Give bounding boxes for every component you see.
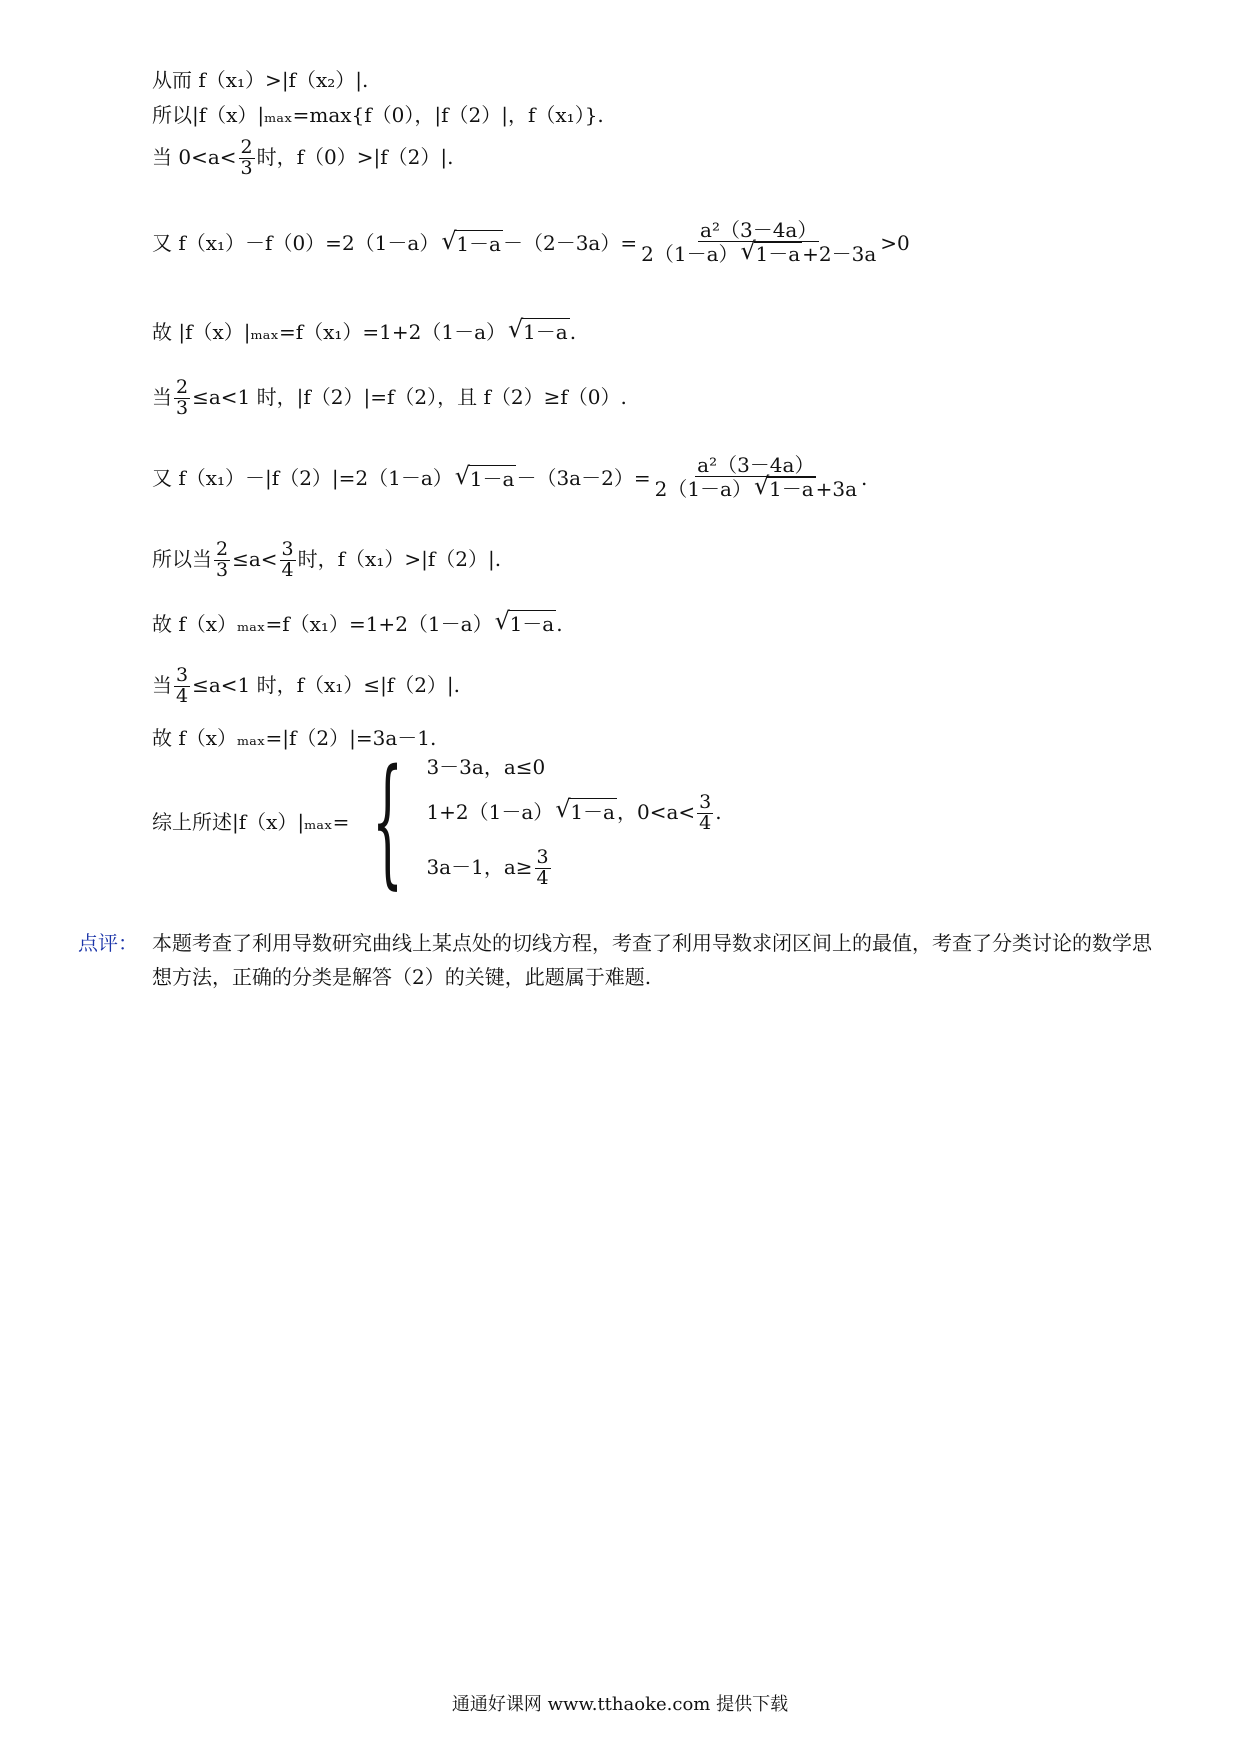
line-4-mid: －（2－3a）= xyxy=(502,230,638,255)
comment-text: 本题考查了利用导数研究曲线上某点处的切线方程，考查了利用导数求闭区间上的最值，考查了分类讨论的数学思想方法，正确的分类是解答（2）的关键，此题属于难题. xyxy=(152,931,1152,989)
sqrt: √ 1－a xyxy=(508,318,570,344)
cases xyxy=(426,755,721,889)
fraction: $\frac{2}{3}$ xyxy=(216,538,229,581)
fraction: $\frac{\text{a²（3－4a）}}{2(1-a)√ 1-a +2-3a}$ xyxy=(639,220,878,265)
line-7: 又 f（x₁）－|f（2）|=2（1－a）√ 1－a －（3a－2）= $\frac{\text{a²（3－4a）}}{2(1-a)√ 1-a +3a}$ . xyxy=(152,455,867,500)
line-3-post: 时，f（0）>|f（2）|. xyxy=(256,144,454,169)
case-3: 3a－1，a≥ $\frac{3}{4}$ xyxy=(426,846,549,889)
line-3-pre: 当 0<a< xyxy=(152,144,237,169)
line-3 xyxy=(152,138,453,179)
sqrt: √ 1－a xyxy=(455,465,517,491)
line-11: 故 f（x）ₘₐₓ=|f（2）|=3a－1. xyxy=(152,726,437,750)
line-1: 从而 f（x₁）>|f（x₂）|. xyxy=(152,68,369,92)
line-2: 所以|f（x）|ₘₐₓ=max{f（0），|f（2）|，f（x₁）}. xyxy=(152,103,604,127)
case-2: 1+2（1－a）√ 1－a ，0<a< $\frac{3}{4}$ . xyxy=(426,793,721,834)
line-4-pre: 又 f（x₁）－f（0）=2（1－a） xyxy=(152,230,440,255)
comment-block xyxy=(78,926,1158,994)
line-8: 所以当 $\frac{2}{3}$ ≤a< $\frac{3}{4}$ 时，f（x₁）>|f（2）|. xyxy=(152,538,502,581)
comment-label: 点评： xyxy=(78,931,138,955)
fraction: $\frac{2}{3}$ xyxy=(176,376,189,419)
summary-label: 综上所述|f（x）|ₘₐₓ= xyxy=(152,810,350,834)
line-5: 故 |f（x）|ₘₐₓ=f（x₁）=1+2（1－a）√ 1－a . xyxy=(152,318,576,344)
line-6: 当 $\frac{2}{3}$ ≤a<1 时，|f（2）|=f（2），且 f（2）≥f（0）. xyxy=(152,376,627,419)
fraction: $\frac{3}{4}$ xyxy=(281,538,294,581)
line-10: 当 $\frac{3}{4}$ ≤a<1 时，f（x₁）≤|f（2）|. xyxy=(152,664,461,707)
sqrt: √ 1－a xyxy=(495,610,557,636)
line-12-piecewise xyxy=(152,740,722,903)
fraction: $\frac{\text{a²（3－4a）}}{2(1-a)√ 1-a +3a}$ xyxy=(653,455,859,500)
line-4-post: >0 xyxy=(880,230,910,255)
sqrt: √ 1－a xyxy=(441,230,503,256)
left-brace: { xyxy=(372,740,404,903)
line-9: 故 f（x）ₘₐₓ=f（x₁）=1+2（1－a）√ 1－a . xyxy=(152,610,563,636)
fraction: $\frac{3}{4}$ xyxy=(176,664,189,707)
line-4 xyxy=(152,220,910,265)
footer: 通通好课网 www.tthaoke.com 提供下载 xyxy=(451,1694,789,1715)
fraction: $\frac{2}{3}$ xyxy=(240,136,253,179)
case-1: 3－3a，a≤0 xyxy=(426,755,546,780)
